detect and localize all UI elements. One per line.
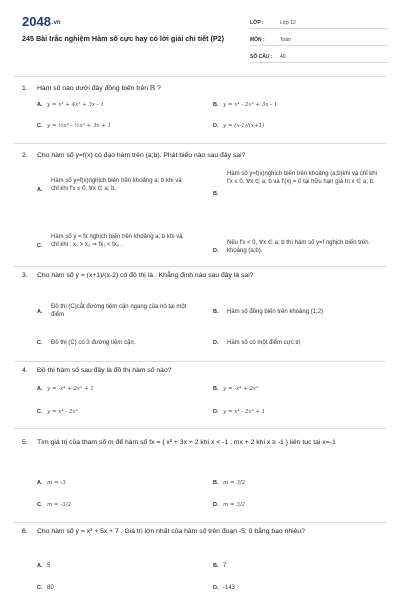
option-text: y = -x⁴ + 2x² + 1 (47, 386, 94, 392)
option-letter: D. (213, 123, 219, 129)
divider (14, 361, 386, 362)
meta-value: 40 (280, 54, 286, 60)
question-stem: Đồ thị hàm số sau đây là đồ thị hàm số nào? (37, 367, 172, 374)
question-number: 2. (22, 152, 28, 159)
question-number: 3. (22, 272, 28, 279)
option-text: m = 3/2 (223, 480, 246, 486)
option-letter: A. (37, 309, 43, 315)
option-letter: A. (37, 386, 43, 392)
option-text: y = x⁴ - 2x² + 3x - 1 (223, 102, 278, 108)
meta-panel (250, 15, 388, 66)
question-number: 5. (22, 439, 28, 446)
divider (14, 522, 386, 523)
option-text: Nếu f′x < 0, ∀x ∈ a; b thì hàm số y=f nghịch biến trên khoảng (a;b). (227, 240, 369, 254)
option-text: y = x⁴ - 2x² + 1 (223, 409, 266, 415)
option-letter: C. (37, 409, 43, 415)
option-text: 5 (47, 563, 51, 569)
option-letter: A. (37, 102, 43, 108)
option-text: y = ⅓x³ - ½x² + 3x + 1 (47, 123, 112, 129)
option-letter: B. (213, 386, 219, 392)
option-letter: B. (213, 191, 219, 197)
option-text: m = 3/2 (223, 502, 246, 508)
option-text: m = -3 (47, 480, 66, 486)
option-letter: A. (37, 187, 43, 193)
meta-value: Lớp 12 (280, 20, 296, 26)
option-text: -143 (223, 585, 236, 591)
divider (14, 266, 386, 267)
option-text: m = -3/2 (47, 502, 72, 508)
option-letter: B. (213, 563, 219, 569)
option-letter: C. (37, 340, 43, 346)
option-text: Đồ thị (C)cắt đường tiệm cận ngang của nó tại một điểm (51, 304, 187, 318)
question-stem: Cho hàm số y = (x+1)/(x-2) có đồ thị là . Khẳng định nào sau đây là sai? (37, 272, 254, 279)
question-number: 6. (22, 528, 28, 535)
option-letter: D. (213, 248, 219, 254)
logo-text: 2048 (22, 14, 51, 29)
question-number: 1. (22, 85, 28, 92)
option-letter: C. (37, 243, 43, 249)
option-letter: C. (37, 502, 43, 508)
option-text: Đồ thị (C) có 3 đường tiệm cận. (51, 340, 136, 346)
option-letter: D. (213, 340, 219, 346)
meta-row-count (250, 49, 388, 63)
question-stem: Tìm giá trị của tham số m để hàm số fx = { x² + 3x + 2 khi x < -1 ; mx + 2 khi x ≥ -1 } liên tục tại x=-1 (37, 439, 336, 446)
option-letter: A. (37, 480, 43, 486)
option-text: Hàm số y=f(x)nghịch biến trên khoảng (a;b)khi và chỉ khi f′x ≤ 0, ∀x ∈ a; b và f′(x) = 0 tại hữu hạn giá trị x ∈ a; b. (227, 171, 377, 185)
option-text: y = -x⁴ + 2x² (223, 386, 259, 392)
option-letter: D. (213, 409, 219, 415)
question-stem: Hàm số nào dưới đây đồng biến trên ℝ ? (37, 85, 161, 92)
option-letter: D. (213, 585, 219, 591)
divider (14, 143, 386, 144)
question-number: 4. (22, 367, 28, 374)
option-text: y = x³ + 4x² + 3x - 1 (47, 102, 104, 108)
option-text: y = (x-1)/(x+1) (223, 123, 265, 129)
divider (14, 76, 386, 77)
divider (14, 428, 386, 429)
meta-label: MÔN : (250, 37, 265, 43)
option-letter: C. (37, 123, 43, 129)
meta-value: Toán (280, 37, 291, 43)
meta-row-class (250, 15, 388, 29)
meta-label: SỐ CÂU : (250, 54, 273, 60)
option-text: Hàm số đồng biến trên khoảng (1;2) (227, 309, 324, 315)
question-stem: Cho hàm số y = x³ + 5x + 7 . Giá trị lớn nhất của hàm số trên đoạn -5; 0 bằng bao nhiêu? (37, 528, 305, 535)
meta-label: LỚP : (250, 20, 264, 26)
site-logo[interactable] (22, 14, 61, 29)
option-text: y = x⁴ - 2x² (47, 409, 78, 415)
option-letter: B. (213, 102, 219, 108)
logo-suffix: .vn (51, 19, 61, 26)
option-letter: B. (213, 309, 219, 315)
option-letter: C. (37, 585, 43, 591)
option-text: Hàm số có một điểm cực trị (227, 340, 301, 346)
option-text: Hàm số y = fx nghịch biến trên khoảng a; b khi và chỉ khi : x₁ > x₂ ⇒ fx₁ < fx₂ . (51, 234, 183, 248)
option-letter: B. (213, 480, 219, 486)
document-header (22, 14, 386, 62)
option-text: 7 (223, 563, 227, 569)
option-text: Hàm số y=f(x)nghịch biến trên khoảng a; b khi và chỉ khi f′x ≤ 0, ∀x ∈ a; b. (51, 178, 182, 192)
document-title: 245 Bài trắc nghiệm Hàm số cực hay có lời giải chi tiết (P2) (22, 34, 225, 43)
option-letter: D. (213, 502, 219, 508)
option-text: 80 (47, 585, 54, 591)
meta-row-subject (250, 32, 388, 46)
question-stem: Cho hàm số y=f(x) có đạo hàm trên (a;b). Phát biểu nào sau đây sai? (37, 152, 246, 159)
option-letter: A. (37, 563, 43, 569)
